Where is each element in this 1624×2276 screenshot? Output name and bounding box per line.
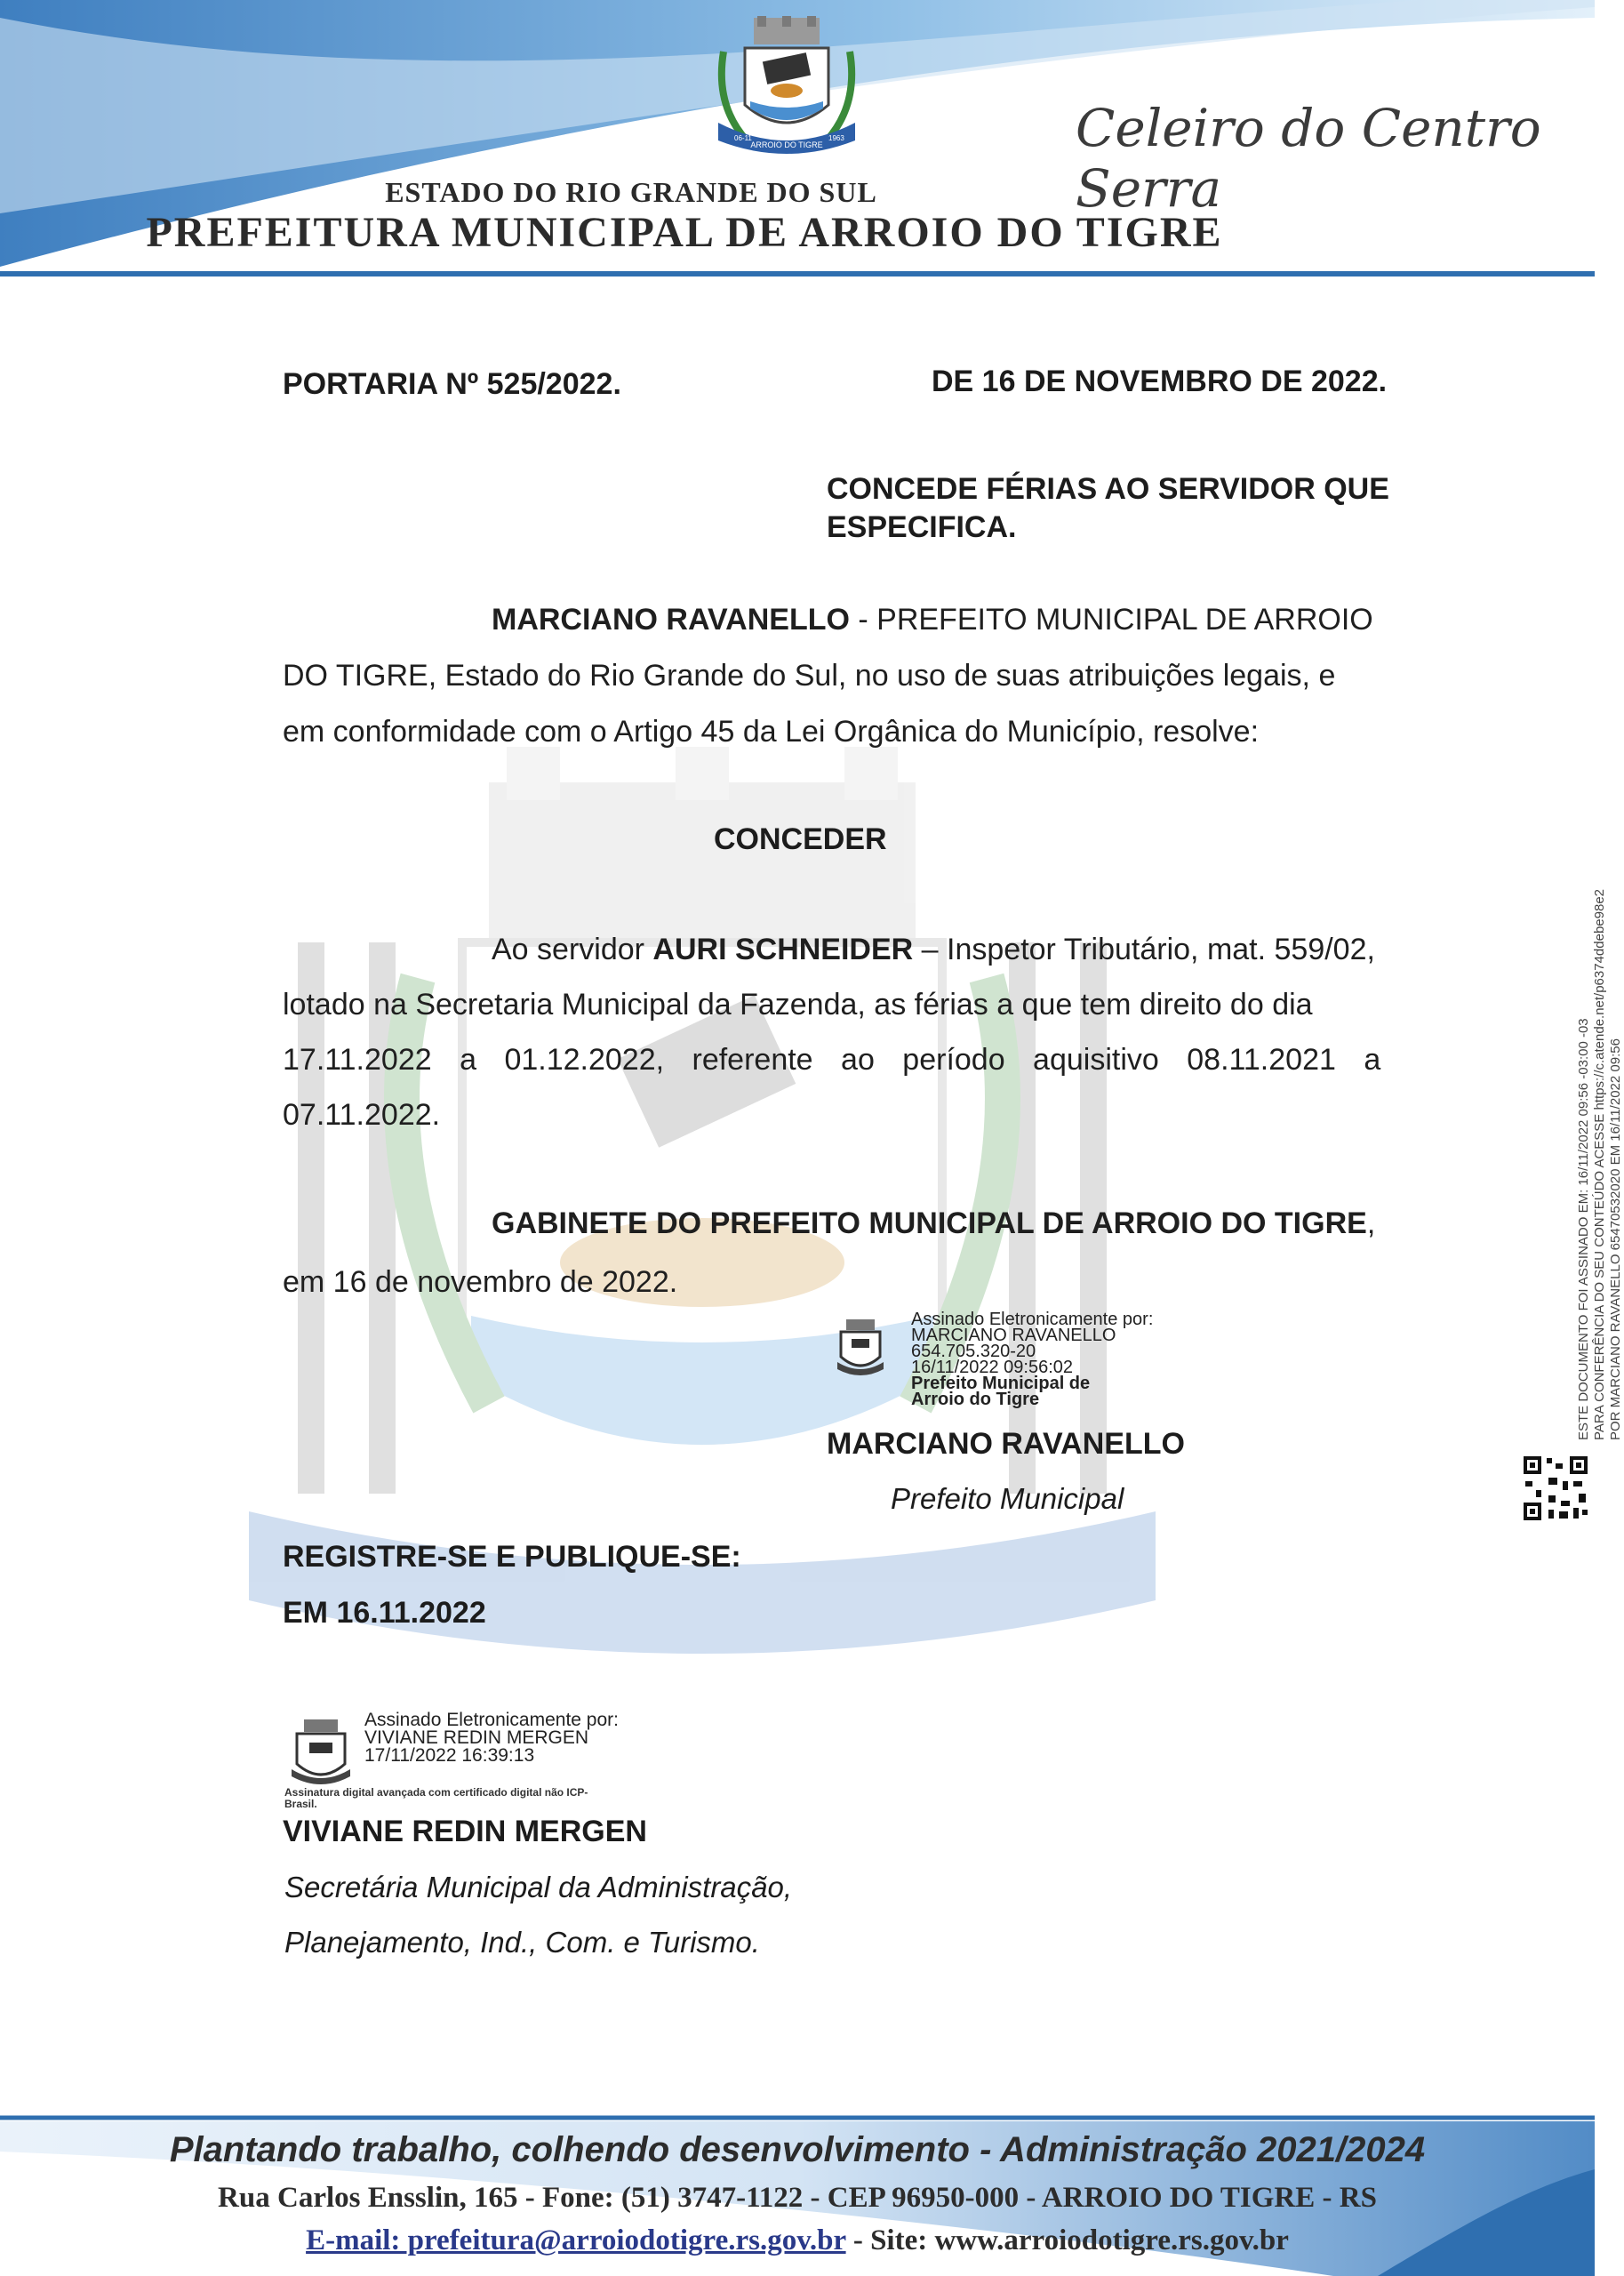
municipal-crest [711,16,862,163]
mayor-esign-datetime: 16/11/2022 09:56:02 [911,1358,1074,1377]
mayor-esign-id: 654.705.320-20 [911,1342,1036,1361]
mayor-role: Prefeito Municipal [891,1482,1124,1515]
intro-name: MARCIANO RAVANELLO [492,603,850,637]
secretary-esign-note-2: Brasil. [284,1798,317,1810]
intro-line-3: em conformidade com o Artigo 45 da Lei Orgânica do Município, resolve: [283,715,1260,749]
secretary-esign-note-1: Assinatura digital avançada com certificado digital não ICP- [284,1786,588,1799]
document-date: DE 16 DE NOVEMBRO DE 2022. [932,365,1388,398]
article-name: AURI SCHNEIDER [652,933,914,966]
esign-crest-icon-secretary [290,1718,352,1783]
state-name: ESTADO DO RIO GRANDE DO SUL [385,176,877,208]
prefeitura-name: PREFEITURA MUNICIPAL DE ARROIO DO TIGRE [146,209,1223,256]
closing-bold: GABINETE DO PREFEITO MUNICIPAL DE ARROIO DO TIGRE [492,1206,1367,1240]
decision-heading: CONCEDER [714,822,887,856]
footer-motto: Plantando trabalho, colhendo desenvolvimento - Administração 2021/2024 [169,2130,1426,2169]
qr-code-icon [1522,1455,1589,1522]
verification-note [1576,800,1624,1440]
article-pre: Ao servidor [492,933,653,966]
mayor-esign-name: MARCIANO RAVANELLO [911,1326,1116,1345]
closing-line-1 [492,1196,1375,1252]
footer-address: Rua Carlos Ensslin, 165 - Fone: (51) 3747-1122 - CEP 96950-000 - ARROIO DO TIGRE - RS [218,2182,1377,2214]
mayor-name: MARCIANO RAVANELLO [827,1427,1185,1461]
article-line-3: 17.11.2022 a 01.12.2022, referente ao período aquisitivo 08.11.2021 a [283,1043,1381,1077]
secretary-esign-block [364,1711,619,1765]
crest-left-text: 06-11 [734,134,752,142]
secretary-role-2: Planejamento, Ind., Com. e Turismo. [284,1926,760,1959]
article-line-1 [492,922,1375,978]
secretary-esign-title: Assinado Eletronicamente por: [364,1710,619,1730]
mayor-esign-title: Assinado Eletronicamente por: [911,1310,1154,1329]
closing-comma: , [1366,1206,1376,1240]
secretary-esign-note [284,1787,588,1810]
footer-site: - Site: www.arroiodotigre.rs.gov.br [845,2224,1289,2256]
verification-note-line-3: POR MARCIANO RAVANELLO 65470532020 EM 16/11/2022 09:56 [1608,1038,1623,1440]
summary-line-1: CONCEDE FÉRIAS AO SERVIDOR QUE [827,472,1389,506]
secretary-esign-datetime: 17/11/2022 16:39:13 [364,1745,535,1766]
secretary-esign-name: VIVIANE REDIN MERGEN [364,1727,589,1748]
document-number: PORTARIA Nº 525/2022. [283,367,621,401]
publication-line-2: EM 16.11.2022 [283,1596,486,1630]
intro-line-2: DO TIGRE, Estado do Rio Grande do Sul, no uso de suas atribuições legais, e [283,659,1336,693]
crest-right-text: 1963 [828,134,844,142]
article-line-4: 07.11.2022. [283,1098,441,1132]
publication-line-1: REGISTRE-SE E PUBLIQUE-SE: [283,1540,741,1574]
intro-line-1 [492,592,1373,648]
footer-contact [0,2224,1595,2257]
verification-note-line-2: PARA CONFERÊNCIA DO SEU CONTEÚDO ACESSE https://c.atende.net/p6374ddebe98e2 [1592,888,1607,1440]
esign-crest-icon [836,1318,885,1374]
article-line-1-rest: – Inspetor Tributário, mat. 559/02, [913,933,1375,966]
slogan: Celeiro do Centro Serra [1076,98,1541,219]
closing-line-2: em 16 de novembro de 2022. [283,1265,678,1299]
summary-line-2: ESPECIFICA. [827,510,1017,544]
article-line-2: lotado na Secretaria Municipal da Fazenda, as férias a que tem direito do dia [283,988,1313,1022]
secretary-role-1: Secretária Municipal da Administração, [284,1871,793,1903]
verification-note-line-1: ESTE DOCUMENTO FOI ASSINADO EM: 16/11/2022 09:56 -03:00 -03 [1576,1018,1591,1440]
mayor-esign-role-1: Prefeito Municipal de [911,1374,1091,1393]
crest-ribbon-text: ARROIO DO TIGRE [750,140,823,149]
intro-line-1-rest: - PREFEITO MUNICIPAL DE ARROIO [849,603,1373,637]
mayor-esign-block [911,1311,1153,1407]
footer-email-link[interactable]: E-mail: prefeitura@arroiodotigre.rs.gov.br [306,2224,846,2256]
secretary-name: VIVIANE REDIN MERGEN [283,1815,647,1848]
mayor-esign-role-2: Arroio do Tigre [911,1390,1040,1409]
